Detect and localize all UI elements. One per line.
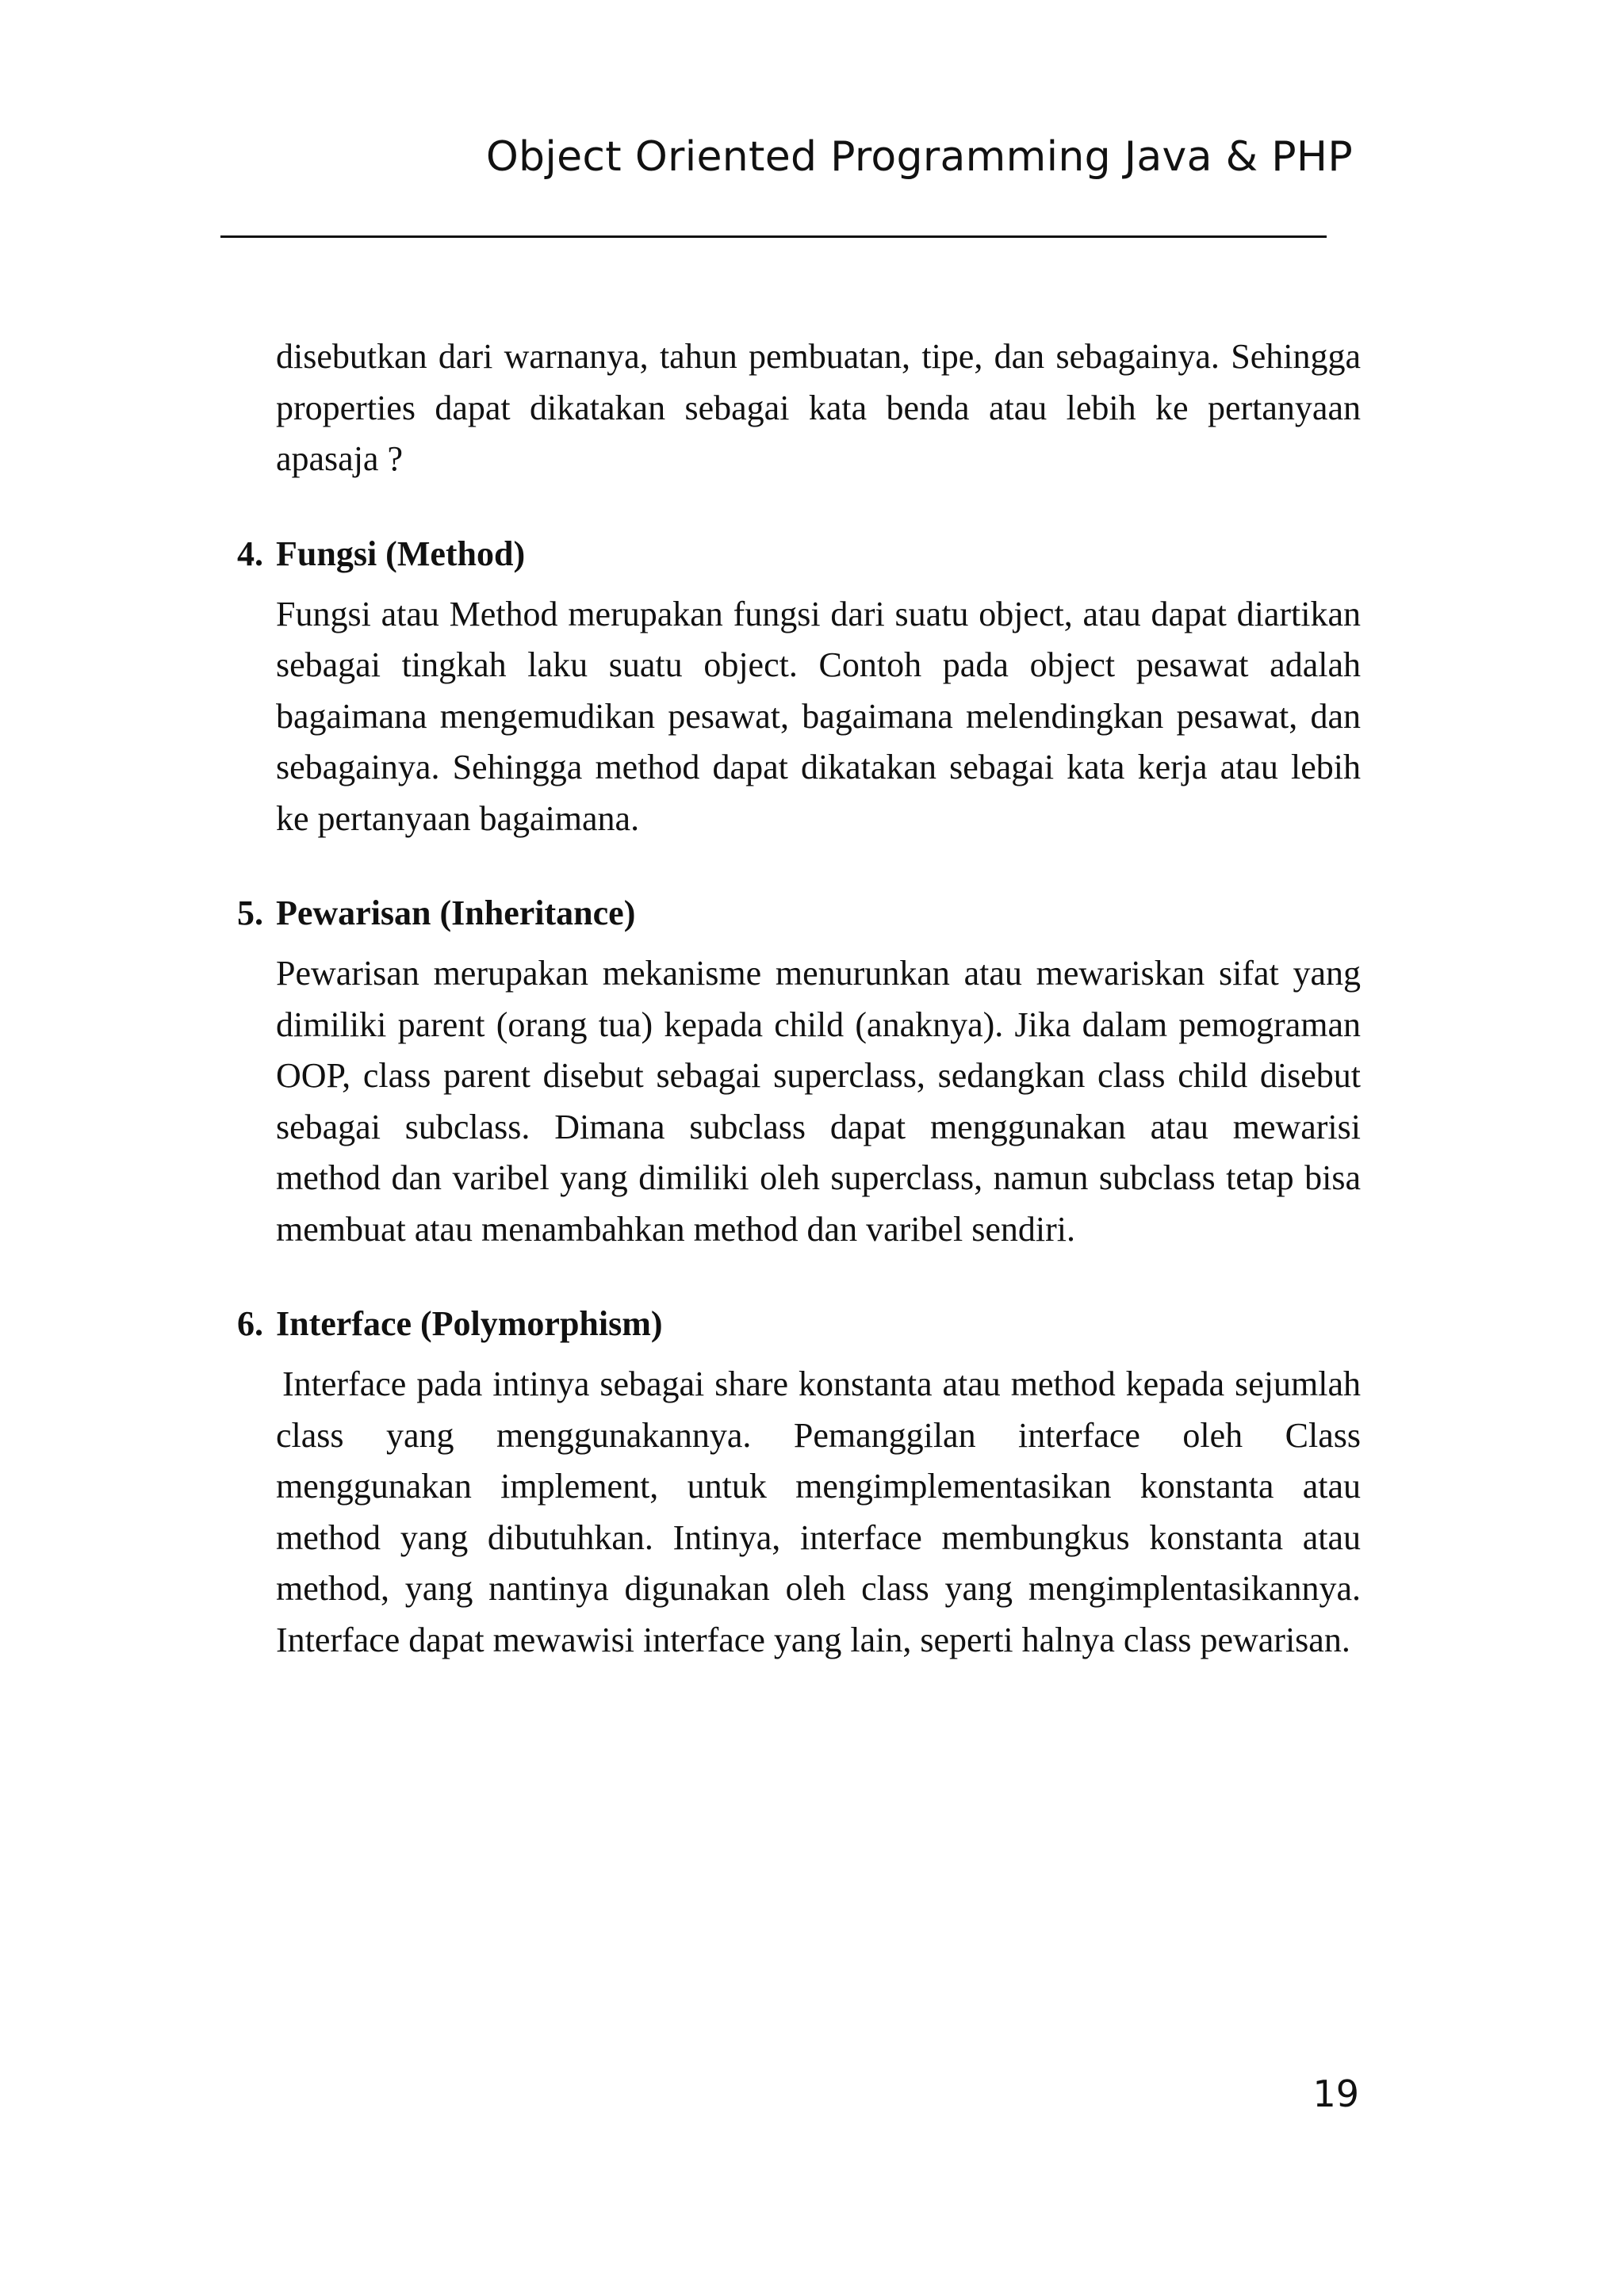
section-paragraph: Fungsi atau Method merupakan fungsi dari suatu object, atau dapat diartikan sebagai tingkah laku suatu object. Contoh pada object pesawat adalah bagaimana mengemudikan pesawat, bagaimana melendingkan pesawat, dan sebagainya. Sehingga method dapat dikatakan sebagai kata kerja atau lebih ke pertanyaan bagaimana. [276,594,1361,838]
page-number: 19 [1312,2072,1359,2115]
section-fungsi-method [237,529,1361,845]
section-heading [237,1299,1361,1349]
section-title: Pewarisan (Inheritance) [276,894,636,932]
section-title: Interface (Polymorphism) [276,1304,663,1343]
continuation-paragraph: disebutkan dari warnanya, tahun pembuatan, tipe, dan sebagainya. Sehingga properties dapat dikatakan sebagai kata benda atau lebih ke pertanyaan apasaja ? [276,337,1361,478]
section-heading [237,529,1361,580]
section-heading [237,888,1361,939]
section-title: Fungsi (Method) [276,534,526,573]
section-interface-polymorphism [237,1299,1361,1666]
running-header-title: Object Oriented Programming Java & PHP [485,133,1353,181]
page-body [237,331,1361,1709]
section-number: 6. [237,1304,263,1343]
section-number: 5. [237,894,263,932]
section-pewarisan-inheritance [237,888,1361,1255]
header-divider [220,235,1327,238]
section-paragraph: Pewarisan merupakan mekanisme menurunkan atau mewariskan sifat yang dimiliki parent (orang tua) kepada child (anaknya). Jika dalam pemograman OOP, class parent disebut sebagai superclass, sedangkan class child disebut sebagai subclass. Dimana subclass dapat menggunakan atau mewarisi method dan varibel yang dimiliki oleh superclass, namun subclass tetap bisa membuat atau menambahkan method dan varibel sendiri. [276,954,1361,1249]
section-number: 4. [237,534,263,573]
section-paragraph: Interface pada intinya sebagai share konstanta atau method kepada sejumlah class yang menggunakannya. Pemanggilan interface oleh Class menggunakan implement, untuk mengimplementasikan konstanta atau method yang dibutuhkan. Intinya, interface membungkus konstanta atau method, yang nantinya digunakan oleh class yang mengimplentasikannya. Interface dapat mewawisi interface yang lain, seperti halnya class pewarisan. [276,1364,1361,1659]
